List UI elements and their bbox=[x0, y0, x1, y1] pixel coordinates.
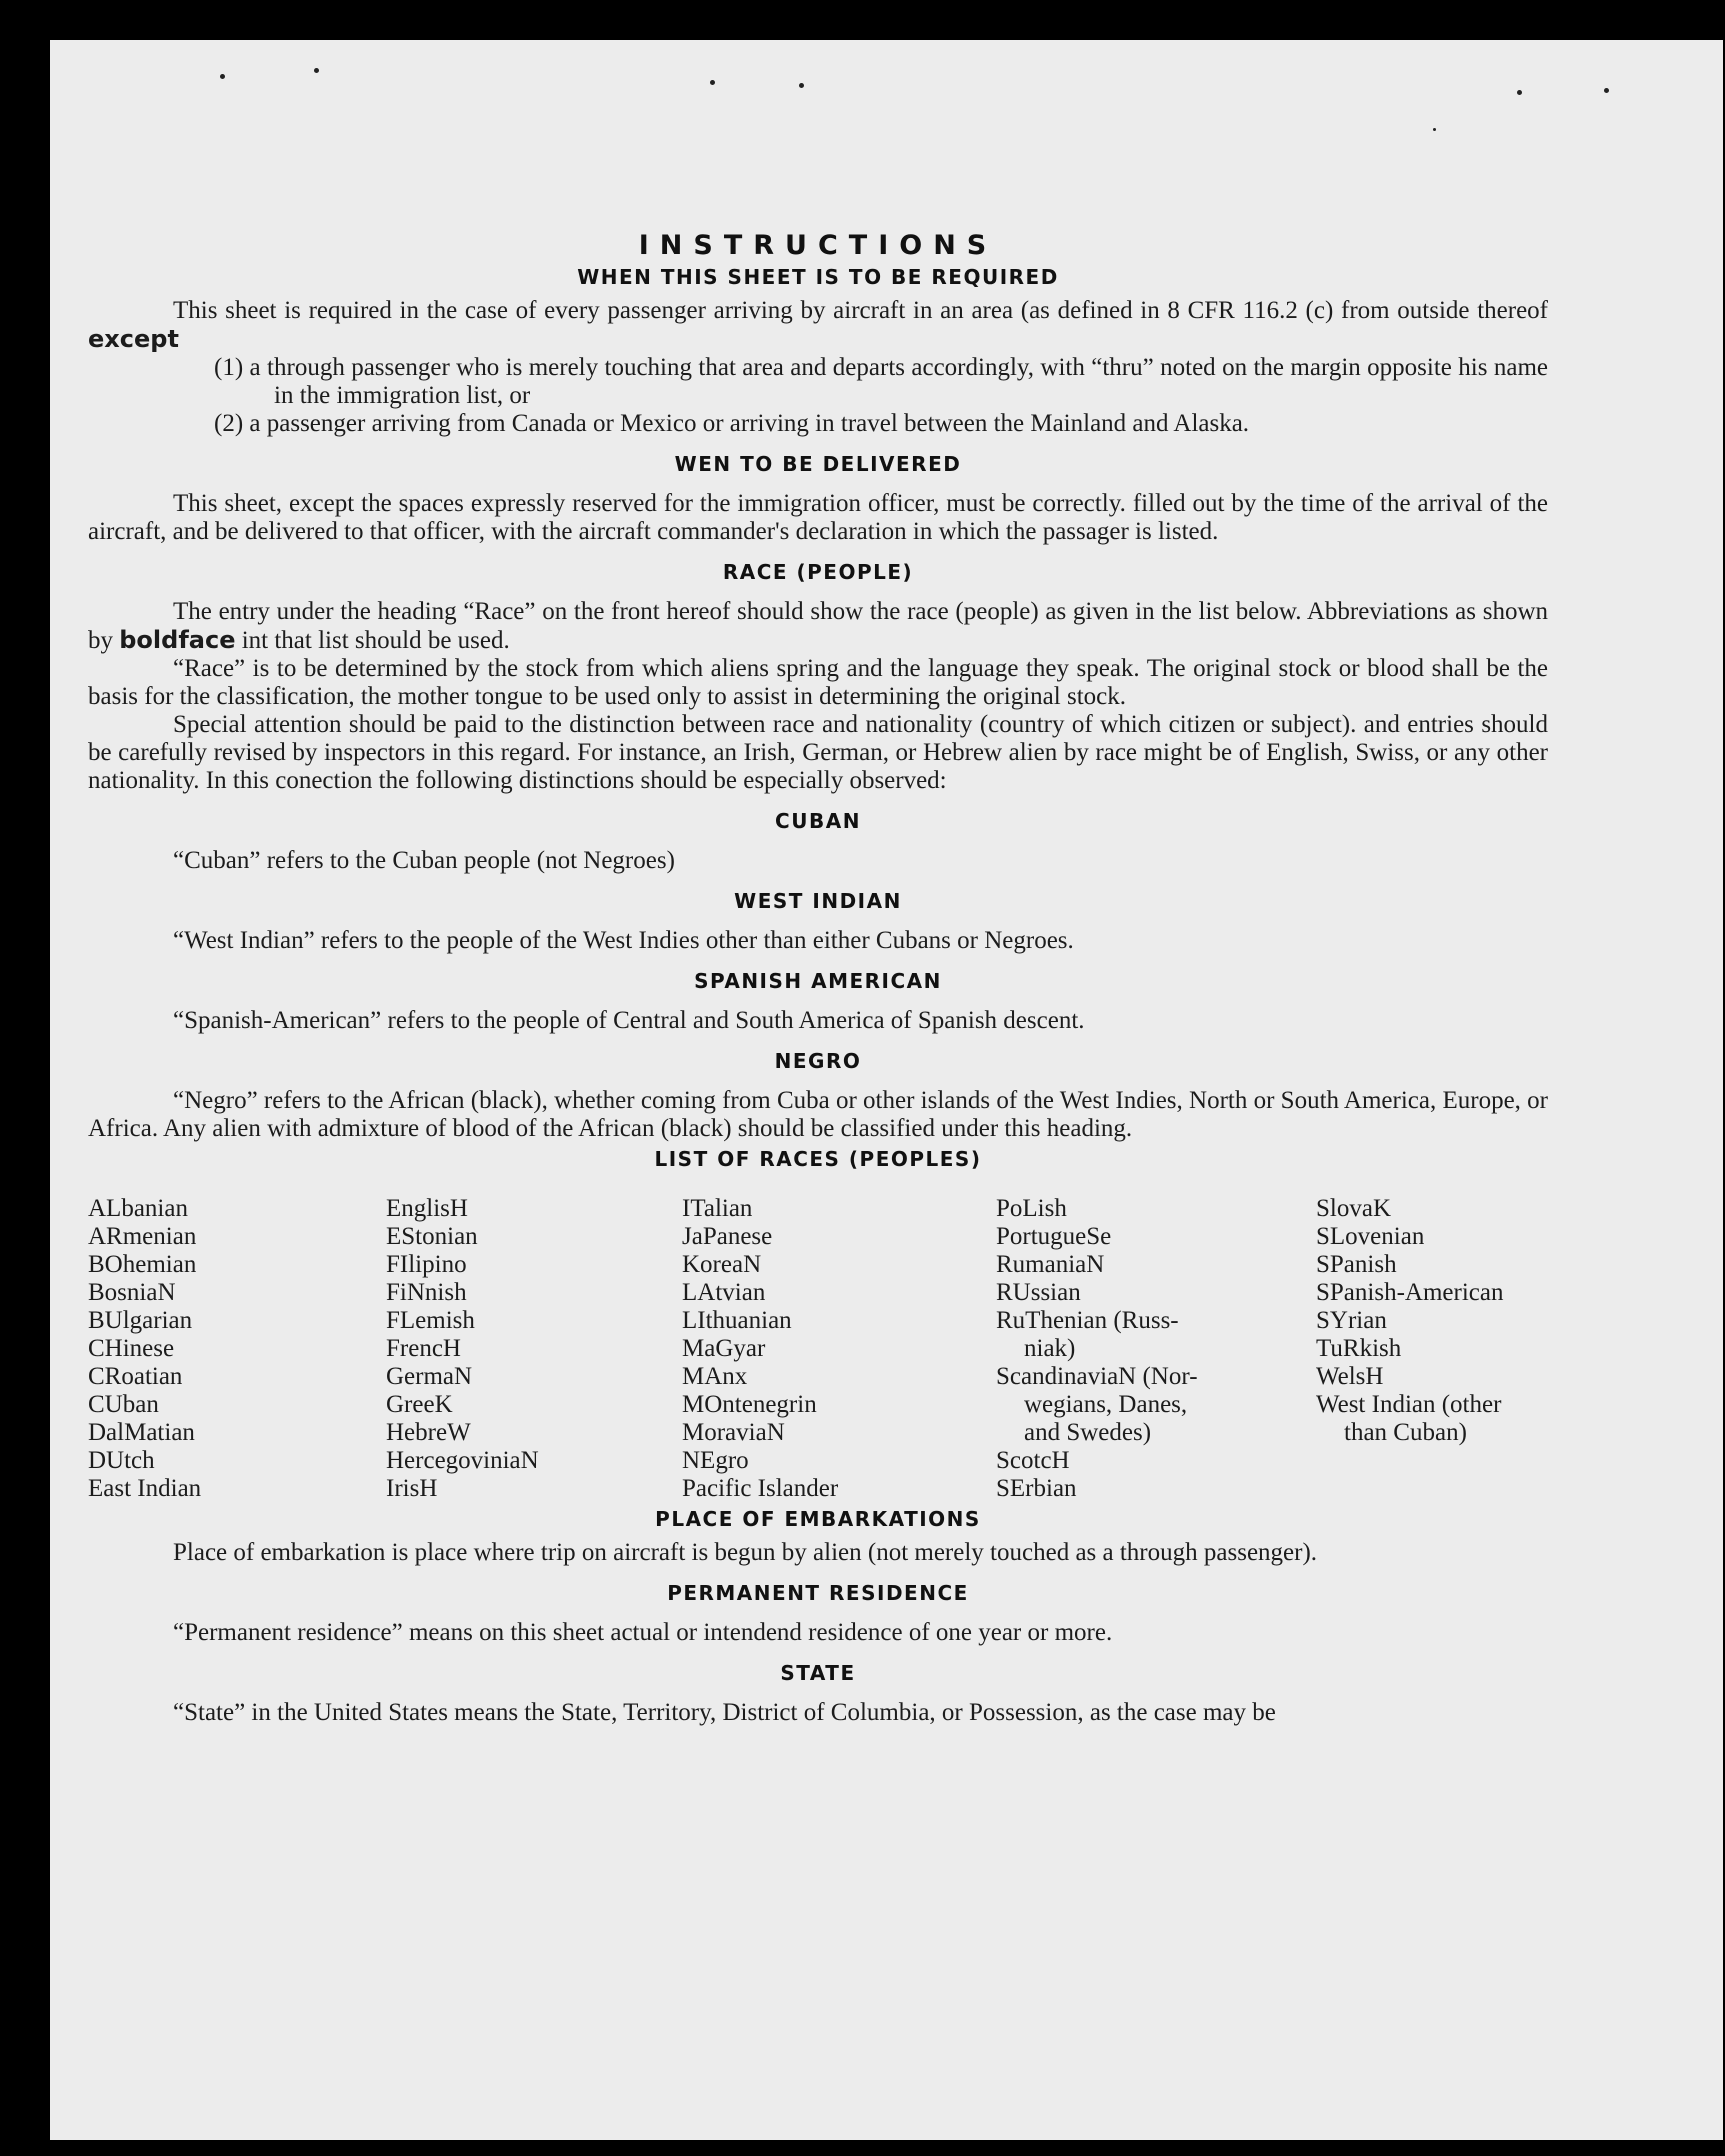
race-item: CHinese bbox=[88, 1335, 175, 1362]
race-item: NEgro bbox=[682, 1447, 749, 1474]
race-item: TuRkish bbox=[1316, 1335, 1402, 1362]
race-item: ALbanian bbox=[88, 1195, 188, 1222]
residence-text: “Permanent residence” means on this sheet actual or intendend residence of one year or more. bbox=[173, 1619, 1113, 1646]
race-item: JaPanese bbox=[682, 1223, 773, 1250]
race-item-continued: than Cuban) bbox=[1344, 1419, 1467, 1446]
race-item: SPanish bbox=[1316, 1251, 1397, 1278]
race-column-1 bbox=[88, 1195, 386, 1503]
state-text: “State” in the United States means the State, Territory, District of Columbia, or Possession, as the case may be bbox=[173, 1699, 1276, 1726]
race-item: DUtch bbox=[88, 1447, 155, 1474]
race-item: FLemish bbox=[386, 1307, 475, 1334]
race-item: PortugueSe bbox=[996, 1223, 1112, 1250]
race-item: Pacific Islander bbox=[682, 1475, 839, 1502]
race-column-3 bbox=[682, 1195, 996, 1503]
race-item: GermaN bbox=[386, 1363, 473, 1390]
document-sheet bbox=[50, 40, 1723, 2140]
spanish-american-text: “Spanish-American” refers to the people of Central and South America of Spanish descent. bbox=[173, 1007, 1085, 1034]
race-paragraph-2: “Race” is to be determined by the stock from which aliens spring and the language they speak. The original stock or blood shall be the basis for the classification, the mother tongue to be used only to assist in determining the original stock. bbox=[88, 655, 1548, 710]
race-p1-boldface: boldface bbox=[119, 626, 236, 654]
race-item: RUssian bbox=[996, 1279, 1081, 1306]
race-list bbox=[88, 1195, 1548, 1503]
section-heading-west-indian: WEST INDIAN bbox=[734, 889, 902, 913]
race-item: SYrian bbox=[1316, 1307, 1387, 1334]
race-item: West Indian (other bbox=[1316, 1391, 1502, 1418]
race-item: CUban bbox=[88, 1391, 159, 1418]
race-item: IrisH bbox=[386, 1475, 438, 1502]
section-heading-required: WHEN THIS SHEET IS TO BE REQUIRED bbox=[577, 265, 1059, 289]
race-p1-after: int that list should be used. bbox=[241, 627, 510, 654]
race-p1-before: The entry under the heading “Race” on the front hereof should show the race (people) as given in the list below. Abbreviations as shown by bbox=[88, 598, 1548, 654]
speck bbox=[710, 80, 715, 85]
race-item: LAtvian bbox=[682, 1279, 766, 1306]
race-item: KoreaN bbox=[682, 1251, 762, 1278]
required-except: except bbox=[88, 325, 179, 353]
section-heading-list-of-races: LIST OF RACES (PEOPLES) bbox=[654, 1147, 982, 1171]
race-item: ScotcH bbox=[996, 1447, 1070, 1474]
race-item: RuThenian (Russ- bbox=[996, 1307, 1179, 1334]
race-item: GreeK bbox=[386, 1391, 453, 1418]
section-heading-cuban: CUBAN bbox=[775, 809, 861, 833]
required-item-2: (2) a passenger arriving from Canada or Mexico or arriving in travel between the Mainland and Alaska. bbox=[214, 410, 1250, 437]
race-item: HebreW bbox=[386, 1419, 471, 1446]
west-indian-text: “West Indian” refers to the people of the West Indies other than either Cubans or Negroes. bbox=[173, 927, 1074, 954]
race-column-5 bbox=[1316, 1195, 1556, 1503]
race-item: BosniaN bbox=[88, 1279, 176, 1306]
race-item: East Indian bbox=[88, 1475, 202, 1502]
speck bbox=[1517, 90, 1522, 95]
speck bbox=[1604, 88, 1609, 93]
race-item: WelsH bbox=[1316, 1363, 1384, 1390]
race-item-continued: wegians, Danes, bbox=[1024, 1391, 1188, 1418]
required-intro bbox=[88, 297, 1548, 354]
race-item: MoraviaN bbox=[682, 1419, 785, 1446]
page-title: INSTRUCTIONS bbox=[638, 230, 998, 261]
race-item: SErbian bbox=[996, 1475, 1077, 1502]
embarkation-text: Place of embarkation is place where trip on aircraft is begun by alien (not merely touched as a through passenger). bbox=[173, 1539, 1318, 1566]
negro-text: “Negro” refers to the African (black), whether coming from Cuba or other islands of the West Indies, North or South America, Europe, or Africa. Any alien with admixture of blood of the African (black) should be classified under this heading. bbox=[88, 1087, 1548, 1142]
race-item: DalMatian bbox=[88, 1419, 195, 1446]
race-item: MAnx bbox=[682, 1363, 748, 1390]
race-item: FrencH bbox=[386, 1335, 461, 1362]
race-item: EnglisH bbox=[386, 1195, 468, 1222]
section-heading-negro: NEGRO bbox=[774, 1049, 862, 1073]
race-item: BOhemian bbox=[88, 1251, 197, 1278]
speck bbox=[220, 74, 225, 79]
cuban-text: “Cuban” refers to the Cuban people (not Negroes) bbox=[173, 847, 675, 874]
race-item: ITalian bbox=[682, 1195, 753, 1222]
race-item: ScandinaviaN (Nor- bbox=[996, 1363, 1198, 1390]
section-heading-delivered: WEN TO BE DELIVERED bbox=[674, 452, 962, 476]
required-intro-text: This sheet is required in the case of every passenger arriving by aircraft in an area (as defined in 8 CFR 116.2 (c) from outside thereof bbox=[173, 297, 1548, 324]
section-heading-state: STATE bbox=[780, 1661, 856, 1685]
required-item-1: (1) a through passenger who is merely touching that area and departs accordingly, with “thru” noted on the margin opposite his name in the immigration list, or bbox=[214, 354, 1548, 409]
race-item: MaGyar bbox=[682, 1335, 766, 1362]
race-paragraph-1 bbox=[88, 598, 1548, 655]
race-item: FIlipino bbox=[386, 1251, 467, 1278]
race-item-continued: niak) bbox=[1024, 1335, 1076, 1362]
race-item: ARmenian bbox=[88, 1223, 197, 1250]
race-item: PoLish bbox=[996, 1195, 1067, 1222]
race-column-4 bbox=[996, 1195, 1316, 1503]
speck bbox=[799, 83, 804, 88]
section-heading-race: RACE (PEOPLE) bbox=[722, 560, 914, 584]
race-item: SlovaK bbox=[1316, 1195, 1391, 1222]
instructions-content bbox=[88, 188, 1548, 1727]
race-item: CRoatian bbox=[88, 1363, 183, 1390]
section-heading-residence: PERMANENT RESIDENCE bbox=[667, 1581, 969, 1605]
section-heading-embarkation: PLACE OF EMBARKATIONS bbox=[655, 1507, 981, 1531]
race-item: FiNnish bbox=[386, 1279, 467, 1306]
race-item: RumaniaN bbox=[996, 1251, 1105, 1278]
race-item-continued: and Swedes) bbox=[1024, 1419, 1152, 1446]
race-item: MOntenegrin bbox=[682, 1391, 817, 1418]
race-item: EStonian bbox=[386, 1223, 478, 1250]
race-paragraph-3: Special attention should be paid to the distinction between race and nationality (country of which citizen or subject). and entries should be carefully revised by inspectors in this regard. For instance, an Irish, German, or Hebrew alien by race might be of English, Swiss, or any other nationality. In this conection the following distinctions should be especially observed: bbox=[88, 711, 1548, 794]
race-item: BUlgarian bbox=[88, 1307, 193, 1334]
speck bbox=[1433, 128, 1436, 131]
section-heading-spanish-american: SPANISH AMERICAN bbox=[694, 969, 942, 993]
race-item: SLovenian bbox=[1316, 1223, 1425, 1250]
race-item: LIthuanian bbox=[682, 1307, 792, 1334]
delivered-text: This sheet, except the spaces expressly reserved for the immigration officer, must be correctly. filled out by the time of the arrival of the aircraft, and be delivered to that officer, with the aircraft commander's declaration in which the passager is listed. bbox=[88, 490, 1548, 545]
race-item: SPanish-American bbox=[1316, 1279, 1504, 1306]
speck bbox=[314, 68, 319, 73]
race-item: HercegoviniaN bbox=[386, 1447, 539, 1474]
race-column-2 bbox=[386, 1195, 682, 1503]
